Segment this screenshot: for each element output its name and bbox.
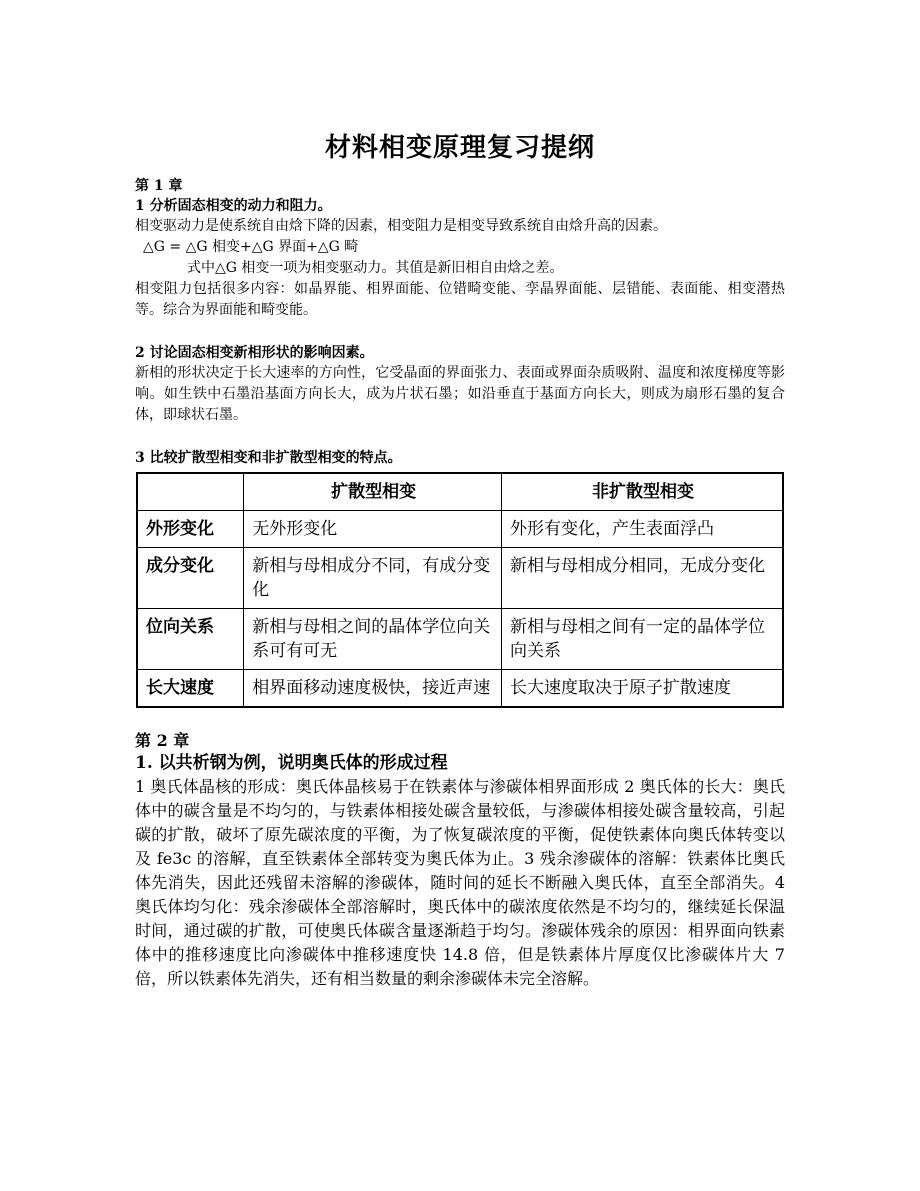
document-content: [135, 128, 785, 991]
paragraph-resistance: 相变阻力包括很多内容：如晶界能、相界面能、位错畸变能、孪晶界面能、层错能、表面能、相变潜热等。综合为界面能和畸变能。: [135, 281, 785, 318]
question-1-2: 2 讨论固态相变新相形状的影响因素。: [135, 345, 374, 361]
table-cell: 相界面移动速度极快，接近声速: [244, 670, 502, 708]
question-1-1: 1 分析固态相变的动力和阻力。: [135, 198, 332, 214]
table-header-row: [137, 473, 783, 511]
paragraph-shape-factors: 新相的形状决定于长大速率的方向性，它受晶面的界面张力、表面或界面杂质吸附、温度和浓度梯度等影响。如生铁中石墨沿基面方向长大，成为片状石墨；如沿垂直于基面方向长大，则成为扇形石墨的复合体，即球状石墨。: [135, 365, 785, 423]
row-header-cell: 位向关系: [137, 609, 244, 670]
table-row: [137, 548, 783, 609]
chapter-1-heading: 第 1 章: [135, 178, 183, 194]
comparison-table: [136, 472, 784, 708]
page-title: 材料相变原理复习提纲: [324, 133, 595, 163]
row-header-cell: 外形变化: [137, 511, 244, 548]
table-cell: 新相与母相成分不同，有成分变化: [244, 548, 502, 609]
table-cell: 长大速度取决于原子扩散速度: [501, 670, 783, 708]
question-1-3: 3 比较扩散型相变和非扩散型相变的特点。: [135, 450, 402, 466]
paragraph-driving-force: 相变驱动力是使系统自由焓下降的因素，相变阻力是相变导致系统自由焓升高的因素。: [135, 218, 667, 234]
table-cell: 外形有变化，产生表面浮凸: [501, 511, 783, 548]
equation: △G = △G 相变+△G 界面+△G 畸: [143, 239, 359, 255]
table-row: [137, 609, 783, 670]
table-row: [137, 511, 783, 548]
row-header-cell: 成分变化: [137, 548, 244, 609]
table-cell: 新相与母相成分相同，无成分变化: [501, 548, 783, 609]
spacer: [135, 708, 785, 730]
paragraph-austenite-formation: 1 奥氏体晶核的形成：奥氏体晶核易于在铁素体与渗碳体相界面形成 2 奥氏体的长大：奥氏体中的碳含量是不均匀的，与铁素体相接处碳含量较低，与渗碳体相接处碳含量较高，引起碳的扩散，破坏了原先碳浓度的平衡，为了恢复碳浓度的平衡，促使铁素体向奥氏体转变以及 fe3c 的溶解，直至铁素体全部转变为奥氏体为止。3 残余渗碳体的溶解：铁素体比奥氏体先消失，因此还残留未溶解的渗碳体，随时间的延长不断融入奥氏体，直至全部消失。4 奥氏体均匀化：残余渗碳体全部溶解时，奥氏体中的碳浓度依然是不均匀的，继续延长保温时间，通过碳的扩散，可使奥氏体碳含量逐渐趋于均匀。渗碳体残余的原因：相界面向铁素体中的推移速度比向渗碳体中推移速度快 14.8 倍，但是铁素体片厚度仅比渗碳体片大 7 倍，所以铁素体先消失，还有相当数量的剩余渗碳体未完全溶解。: [135, 777, 785, 988]
table-row: [137, 670, 783, 708]
table-cell: 新相与母相之间有一定的晶体学位向关系: [501, 609, 783, 670]
table-cell: 无外形变化: [244, 511, 502, 548]
table-header-cell: 非扩散型相变: [501, 473, 783, 511]
chapter-2-heading: 第 2 章: [135, 731, 190, 750]
spacer: [135, 321, 785, 343]
equation-note: 式中△G 相变一项为相变驱动力。其值是新旧相自由焓之差。: [187, 260, 564, 276]
table-header-cell: [137, 473, 244, 511]
table-header-cell: 扩散型相变: [244, 473, 502, 511]
question-2-1: 1. 以共析钢为例，说明奥氏体的形成过程: [135, 753, 448, 773]
spacer: [135, 426, 785, 448]
row-header-cell: 长大速度: [137, 670, 244, 708]
table-cell: 新相与母相之间的晶体学位向关系可有可无: [244, 609, 502, 670]
